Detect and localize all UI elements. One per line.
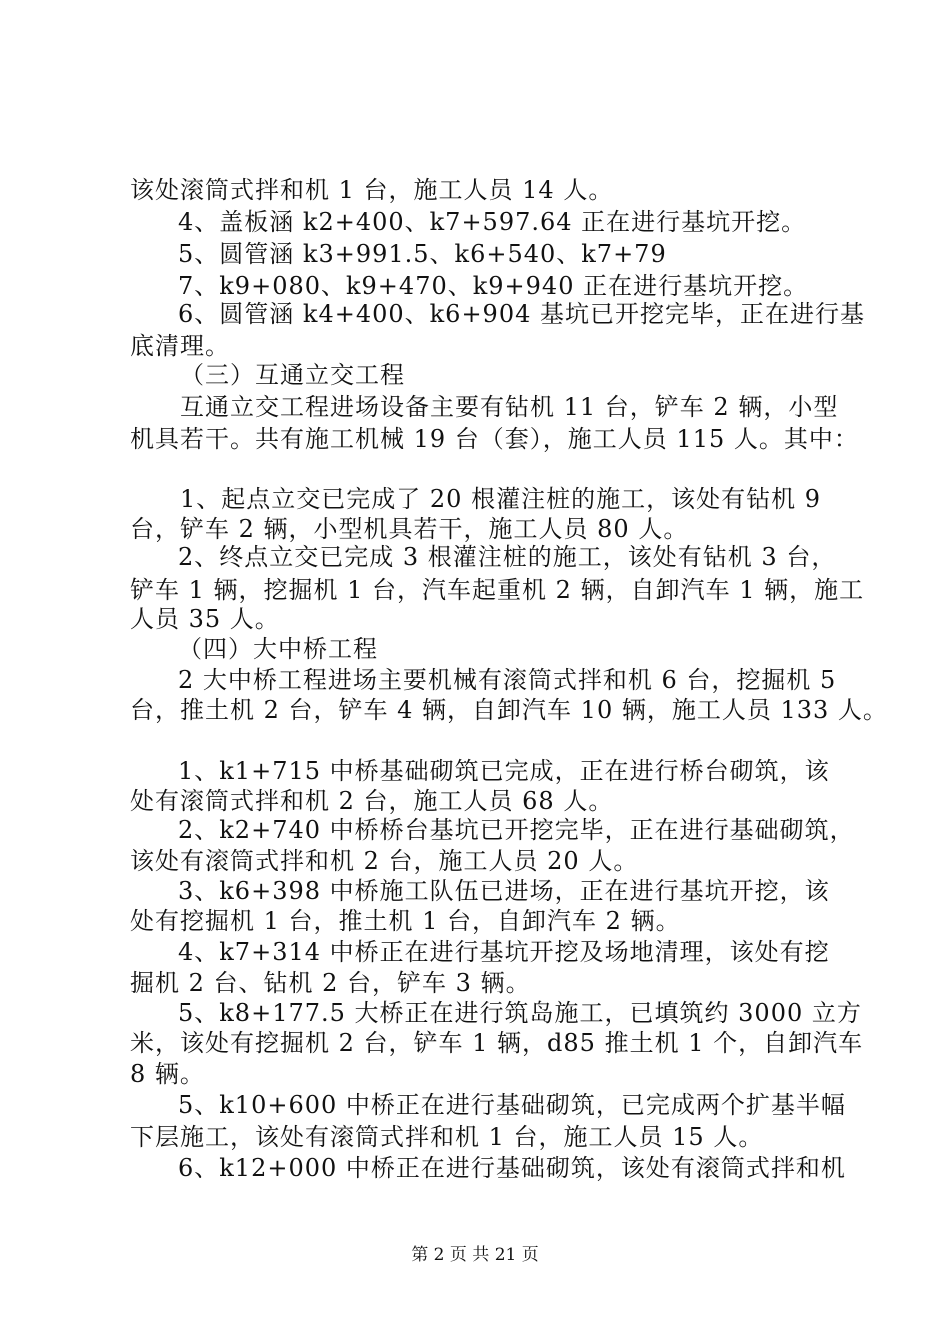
text-line: 6、k12+000 中桥正在进行基础砌筑，该处有滚筒式拌和机 <box>178 1154 846 1182</box>
section-heading: （四）大中桥工程 <box>178 635 378 663</box>
text-line: 5、k10+600 中桥正在进行基础砌筑，已完成两个扩基半幅 <box>178 1091 846 1119</box>
text-line: 该处有滚筒式拌和机 2 台，施工人员 20 人。 <box>130 847 639 875</box>
section-heading: （三）互通立交工程 <box>180 361 405 389</box>
text-line: 2、k2+740 中桥桥台基坑已开挖完毕，正在进行基础砌筑， <box>178 816 855 844</box>
text-line: 底清理。 <box>130 332 230 360</box>
text-line: 2、终点立交已完成 3 根灌注桩的施工，该处有钻机 3 台， <box>178 543 837 571</box>
text-line: 该处滚筒式拌和机 1 台，施工人员 14 人。 <box>130 176 614 204</box>
text-line: 4、盖板涵 k2+400、k7+597.64 正在进行基坑开挖。 <box>178 208 807 236</box>
text-line: 处有滚筒式拌和机 2 台，施工人员 68 人。 <box>130 787 614 815</box>
text-line: 1、k1+715 中桥基础砌筑已完成，正在进行桥台砌筑，该 <box>178 757 830 785</box>
text-line: 7、k9+080、k9+470、k9+940 正在进行基坑开挖。 <box>178 272 809 300</box>
text-line: 处有挖掘机 1 台，推土机 1 台，自卸汽车 2 辆。 <box>130 907 681 935</box>
text-line: 铲车 1 辆，挖掘机 1 台，汽车起重机 2 辆，自卸汽车 1 辆，施工 <box>130 576 865 604</box>
text-line: 台，铲车 2 辆，小型机具若干，施工人员 80 人。 <box>130 515 689 543</box>
text-line: 下层施工，该处有滚筒式拌和机 1 台，施工人员 15 人。 <box>130 1123 764 1151</box>
text-line: 互通立交工程进场设备主要有钻机 11 台，铲车 2 辆，小型 <box>180 393 839 421</box>
text-line: 米，该处有挖掘机 2 台，铲车 1 辆，d85 推土机 1 个，自卸汽车 <box>130 1029 864 1057</box>
page-footer: 第 2 页 共 21 页 <box>411 1245 539 1265</box>
text-line: 4、k7+314 中桥正在进行基坑开挖及场地清理，该处有挖 <box>178 938 830 966</box>
text-line: 机具若干。共有施工机械 19 台（套），施工人员 115 人。其中： <box>130 425 859 453</box>
text-line: 台，推土机 2 台，铲车 4 辆，自卸汽车 10 辆，施工人员 133 人。 <box>130 696 888 724</box>
text-line: 人员 35 人。 <box>130 605 280 633</box>
text-line: 5、圆管涵 k3+991.5、k6+540、k7+79 <box>178 240 667 268</box>
text-line: 5、k8+177.5 大桥正在进行筑岛施工，已填筑约 3000 立方 <box>178 999 862 1027</box>
text-line: 6、圆管涵 k4+400、k6+904 基坑已开挖完毕，正在进行基 <box>178 300 865 328</box>
text-line: 1、起点立交已完成了 20 根灌注桩的施工，该处有钻机 9 <box>180 485 821 513</box>
text-line: 2 大中桥工程进场主要机械有滚筒式拌和机 6 台，挖掘机 5 <box>178 666 837 694</box>
text-line: 8 辆。 <box>130 1060 205 1088</box>
text-line: 掘机 2 台、钻机 2 台，铲车 3 辆。 <box>130 969 531 997</box>
text-line: 3、k6+398 中桥施工队伍已进场，正在进行基坑开挖，该 <box>178 877 830 905</box>
